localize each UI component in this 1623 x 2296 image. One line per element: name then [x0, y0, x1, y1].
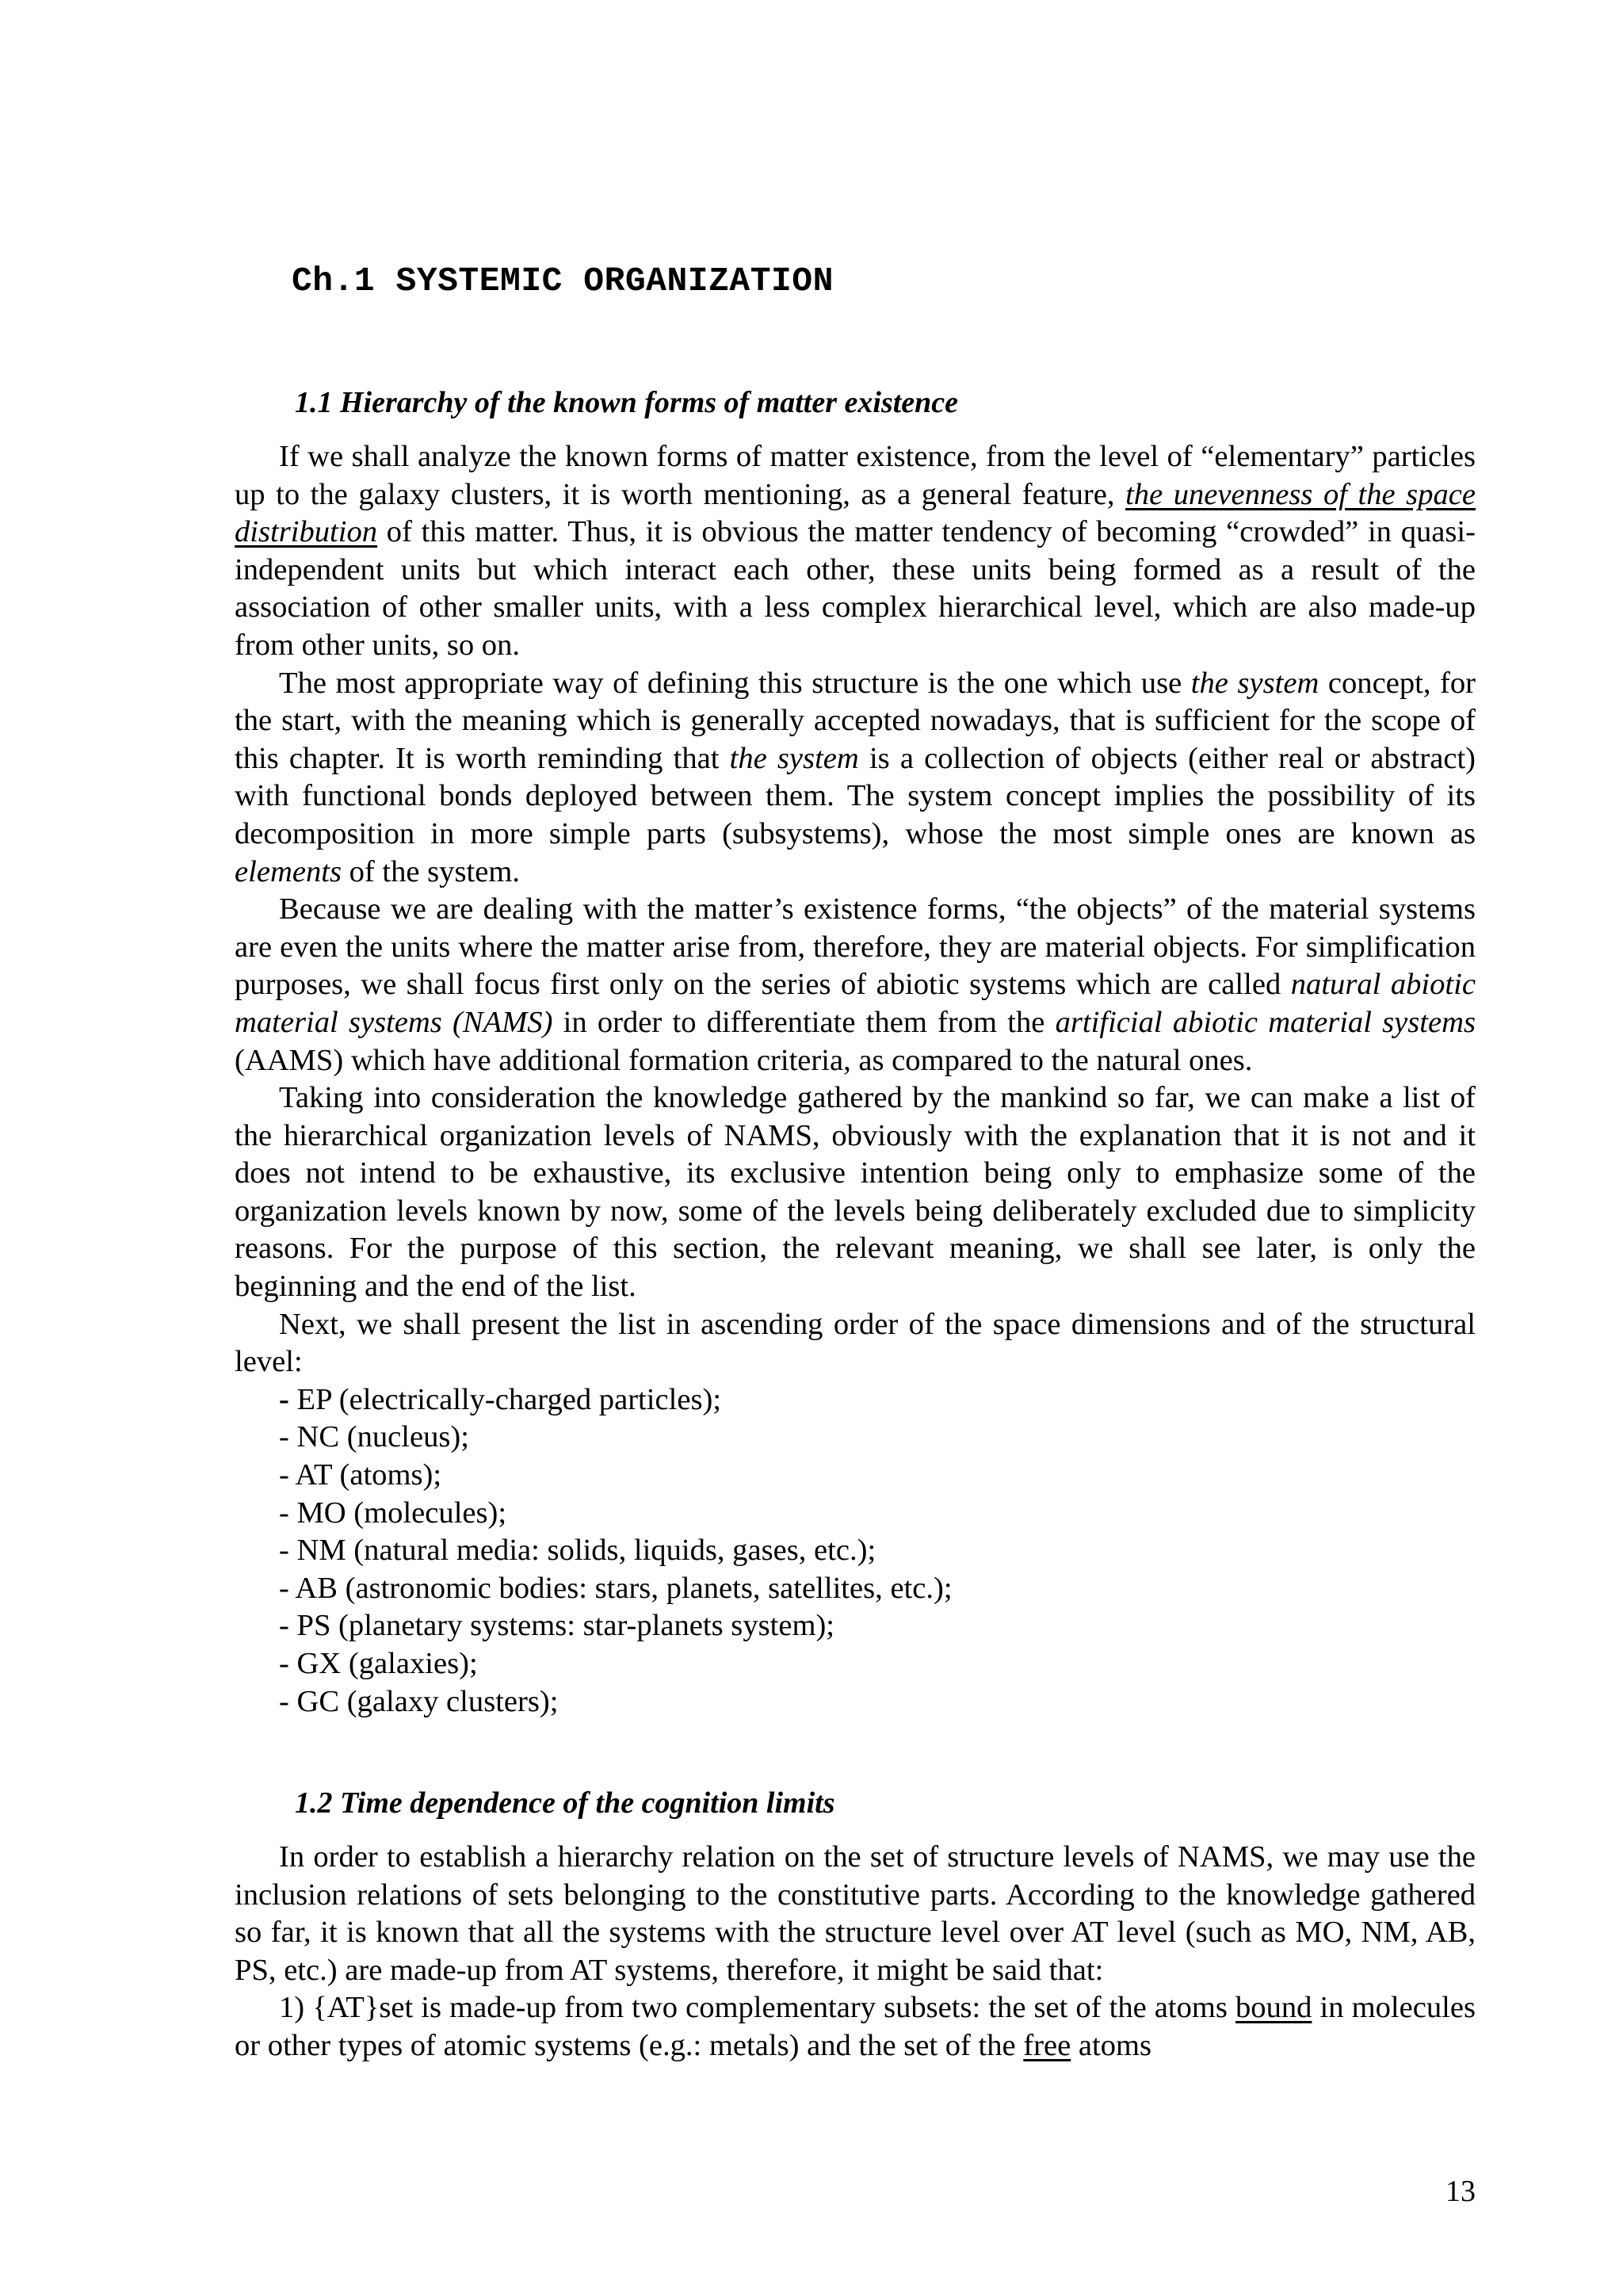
list-item [235, 1419, 1476, 1457]
numbered-item-1 [235, 1989, 1476, 2065]
list-item [235, 1607, 1476, 1645]
list-item-text: NC (nucleus); [288, 1420, 469, 1454]
paragraph-text: concept, for the start, with the meaning which is generally accepted nowadays, that is sufficient for the scope of this chapter. It is worth reminding that [235, 666, 1476, 775]
paragraph-text: Because we are dealing with the matter’s existence forms, “the objects” of the material systems are even the units where the matter arise from, therefore, they are material objects. For simplification purposes, we shall focus first only on the series of abiotic systems which are called [235, 892, 1476, 1002]
chapter-title: Ch.1 SYSTEMIC ORGANIZATION [292, 262, 834, 300]
list-item-text: AT (atoms); [288, 1458, 442, 1492]
paragraph-text: of this matter. Thus, it is obvious the matter tendency of becoming “crowded” in quasi-independent units but which interact each other, these units being formed as a result of the association of other smaller units, with a less complex hierarchical level, which are also made-up from other units, so on. [235, 515, 1476, 662]
list-item-text: GC (galaxy clusters); [288, 1684, 559, 1718]
italic-term: elements [235, 854, 342, 888]
item-text: 1) {AT}set is made-up from two complementary subsets: the set of the atoms [279, 1991, 1236, 2025]
list-item [235, 1381, 1476, 1419]
paragraph-3 [235, 891, 1476, 1079]
paragraph-1 [235, 438, 1476, 665]
list-item [235, 1570, 1476, 1608]
list-item [235, 1683, 1476, 1721]
paragraph-text: (AAMS) which have additional formation criteria, as compared to the natural ones. [235, 1043, 1253, 1077]
section-heading-1-2: 1.2 Time dependence of the cognition limits [295, 1786, 835, 1820]
list-item-text: PS (planetary systems: star-planets system); [288, 1609, 835, 1643]
section-1-1-body [235, 438, 1476, 1721]
list-item-text: AB (astronomic bodies: stars, planets, satellites, etc.); [288, 1571, 953, 1605]
paragraph-text: The most appropriate way of defining this structure is the one which use [279, 666, 1191, 700]
paragraph-text: is a collection of objects (either real or abstract) with functional bonds deployed between them. The system concept implies the possibility of its decomposition in more simple parts (subsystems), whose the most simple ones are known as [235, 741, 1476, 850]
list-dash: - [279, 1534, 289, 1568]
underlined-word: bound [1235, 1991, 1312, 2025]
section-heading-1-1: 1.1 Hierarchy of the known forms of matter existence [295, 386, 959, 419]
underlined-word: free [1023, 2028, 1071, 2062]
list-item [235, 1495, 1476, 1533]
italic-term: natural abiotic material systems (NAMS) [235, 968, 1476, 1039]
paragraph-text: in order to differentiate them from the [552, 1005, 1056, 1039]
structure-levels-list [235, 1381, 1476, 1721]
list-dash: - [279, 1647, 289, 1680]
list-dash: - [279, 1684, 289, 1718]
list-item [235, 1457, 1476, 1495]
list-item-text: EP (electrically-charged particles); [288, 1382, 722, 1416]
list-item-text: NM (natural media: solids, liquids, gases, etc.); [288, 1534, 876, 1568]
item-text: atoms [1071, 2028, 1152, 2062]
list-dash: - [279, 1571, 289, 1605]
list-dash: - [279, 1420, 289, 1454]
page-number: 13 [1445, 2175, 1476, 2208]
underlined-italic-phrase: the unevenness of the space distribution [235, 477, 1476, 549]
item-text: in molecules or other types of atomic systems (e.g.: metals) and the set of the [235, 1991, 1476, 2062]
list-item [235, 1645, 1476, 1683]
list-item-text: MO (molecules); [288, 1496, 507, 1530]
paragraph-4: Taking into consideration the knowledge gathered by the mankind so far, we can make a list of the hierarchical organization levels of NAMS, obviously with the explanation that it is not and it does not intend to be exhaustive, its exclusive intention being only to emphasize some of the organization levels known by now, some of the levels being deliberately excluded due to simplicity reasons. For the purpose of this section, the relevant meaning, we shall see later, is only the beginning and the end of the list. [235, 1081, 1476, 1304]
italic-term: artificial abiotic material systems [1055, 1005, 1476, 1039]
section-1-2-body [235, 1839, 1476, 2065]
italic-term: the system [729, 741, 859, 775]
paragraph-2 [235, 665, 1476, 892]
list-dash: - [279, 1382, 289, 1416]
paragraph-6: In order to establish a hierarchy relation on the set of structure levels of NAMS, we may use the inclusion relations of sets belonging to the constitutive parts. According to the knowledge gathered so far, it is known that all the systems with the structure level over AT level (such as MO, NM, AB, PS, etc.) are made-up from AT systems, therefore, it might be said that: [235, 1840, 1476, 1987]
italic-term: the system [1190, 666, 1319, 700]
paragraph-5: Next, we shall present the list in ascending order of the space dimensions and of the structural level: [235, 1307, 1476, 1379]
list-dash: - [279, 1458, 289, 1492]
list-item [235, 1532, 1476, 1570]
list-item-text: GX (galaxies); [288, 1647, 478, 1680]
paragraph-text: If we shall analyze the known forms of matter existence, from the level of “elementary” particles up to the galaxy clusters, it is worth mentioning, as a general feature, [235, 440, 1476, 511]
list-dash: - [279, 1609, 289, 1643]
paragraph-text: of the system. [341, 854, 520, 888]
list-dash: - [279, 1496, 289, 1530]
